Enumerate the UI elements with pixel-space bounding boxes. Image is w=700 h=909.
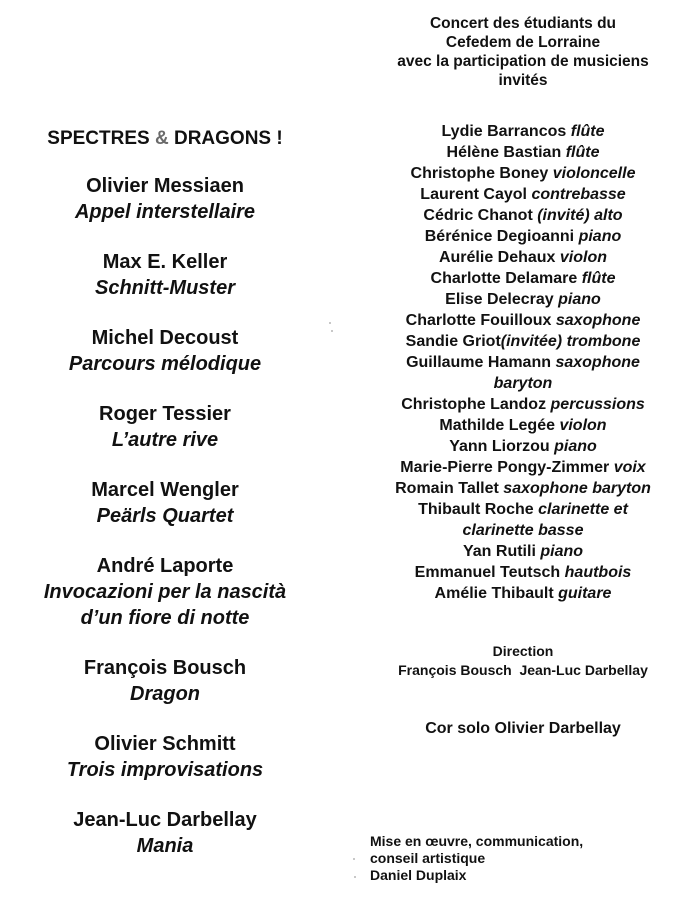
credits-line: Daniel Duplaix xyxy=(370,867,467,883)
performer-name: Hélène Bastian xyxy=(446,144,562,161)
performer-note: (invitée) xyxy=(500,333,563,350)
direction-names: François Bousch Jean-Luc Darbellay xyxy=(398,662,648,678)
scan-speck xyxy=(331,330,333,332)
performer-instrument: trombone xyxy=(566,333,641,350)
performer-name: Cédric Chanot xyxy=(423,207,533,224)
performer-item xyxy=(358,226,688,247)
performer-instrument: piano xyxy=(554,438,597,455)
composer-name: André Laporte xyxy=(96,555,234,577)
performer-name: Charlotte Fouilloux xyxy=(405,312,552,329)
program-list xyxy=(10,128,320,883)
performer-name: Romain Tallet xyxy=(395,480,499,497)
performer-instrument: piano xyxy=(578,228,622,245)
performer-item xyxy=(358,352,688,373)
performer-item xyxy=(358,205,688,226)
performer-instrument: violon xyxy=(559,249,608,266)
composer-name: Roger Tessier xyxy=(99,403,231,425)
work-title: Dragon xyxy=(130,683,200,705)
program-piece xyxy=(10,553,320,631)
composer-name: Olivier Schmitt xyxy=(94,733,236,755)
scan-speck xyxy=(353,858,355,860)
performer-name: Guillaume Hamann xyxy=(406,354,551,371)
scan-speck xyxy=(354,876,356,878)
performer-instrument: clarinette basse xyxy=(462,522,584,539)
performer-name: Elise Delecray xyxy=(445,291,554,308)
work-title: Appel interstellaire xyxy=(74,201,256,223)
performer-item xyxy=(358,163,688,184)
intro-line: invités xyxy=(498,72,548,89)
performer-item xyxy=(358,478,688,499)
performer-instrument: saxophone baryton xyxy=(503,480,651,497)
work-title: d’un fiore di notte xyxy=(80,607,250,629)
program-piece xyxy=(10,807,320,859)
performer-name: Marie-Pierre Pongy-Zimmer xyxy=(400,459,610,476)
performer-instrument: flûte xyxy=(581,270,616,287)
performer-instrument: violoncelle xyxy=(552,165,636,182)
performer-item xyxy=(358,520,688,541)
intro-line: Concert des étudiants du xyxy=(429,15,617,32)
performer-name: Aurélie Dehaux xyxy=(438,249,556,266)
performer-instrument: contrebasse xyxy=(531,186,626,203)
performer-item xyxy=(358,247,688,268)
performer-name: Yan Rutili xyxy=(462,543,536,560)
performer-instrument: voix xyxy=(613,459,646,476)
work-title: Invocazioni per la nascità xyxy=(43,581,287,603)
performer-name: Emmanuel Teutsch xyxy=(414,564,561,581)
performer-instrument: hautbois xyxy=(564,564,632,581)
performer-name: Christophe Landoz xyxy=(401,396,547,413)
program-piece xyxy=(10,401,320,453)
performer-instrument: guitare xyxy=(558,585,612,602)
program-title xyxy=(10,128,320,150)
program-title-part1: SPECTRES xyxy=(47,128,150,149)
credits-line: conseil artistique xyxy=(370,850,486,866)
performer-item xyxy=(358,331,688,352)
performer-item xyxy=(358,289,688,310)
performer-item xyxy=(358,436,688,457)
performer-item xyxy=(358,457,688,478)
performer-item xyxy=(358,583,688,604)
intro-line: Cefedem de Lorraine xyxy=(445,34,601,51)
work-title: L’autre rive xyxy=(111,429,219,451)
performer-name: Sandie Griot xyxy=(405,333,501,350)
performer-instrument: piano xyxy=(558,291,601,308)
performer-instrument: percussions xyxy=(550,396,645,413)
program-piece xyxy=(10,477,320,529)
performer-name: Thibault Roche xyxy=(418,501,534,518)
program-piece xyxy=(10,731,320,783)
composer-name: François Bousch xyxy=(83,657,247,679)
performer-instrument: piano xyxy=(540,543,584,560)
performer-list xyxy=(358,121,688,604)
cor-solo: Cor solo Olivier Darbellay xyxy=(425,720,621,737)
work-title: Trois improvisations xyxy=(66,759,264,781)
work-title: Parcours mélodique xyxy=(68,353,262,375)
performer-item xyxy=(358,268,688,289)
performer-name: Christophe Boney xyxy=(410,165,549,182)
scan-speck xyxy=(329,322,331,324)
performer-name: Lydie Barrancos xyxy=(441,123,567,140)
performer-instrument: alto xyxy=(594,207,623,224)
performer-item xyxy=(358,310,688,331)
direction-heading: Direction xyxy=(492,643,554,659)
work-title: Mania xyxy=(136,835,194,857)
performer-item xyxy=(358,184,688,205)
performer-item xyxy=(358,121,688,142)
performer-item xyxy=(358,394,688,415)
performer-item xyxy=(358,373,688,394)
direction-block xyxy=(358,642,688,680)
concert-intro xyxy=(358,14,688,90)
performer-item xyxy=(358,499,688,520)
performer-name: Charlotte Delamare xyxy=(430,270,578,287)
program-piece xyxy=(10,325,320,377)
performer-item xyxy=(358,415,688,436)
performer-name: Laurent Cayol xyxy=(420,186,527,203)
performer-name: Amélie Thibault xyxy=(434,585,554,602)
performer-instrument: baryton xyxy=(493,375,553,392)
performer-instrument: flûte xyxy=(570,123,605,140)
performer-name: Yann Liorzou xyxy=(449,438,550,455)
program-title-part2: DRAGONS ! xyxy=(173,128,283,149)
performer-item xyxy=(358,541,688,562)
composer-name: Jean-Luc Darbellay xyxy=(73,809,257,831)
performer-name: Mathilde Legée xyxy=(439,417,555,434)
work-title: Peärls Quartet xyxy=(96,505,234,527)
credits-block xyxy=(370,833,583,884)
composer-name: Marcel Wengler xyxy=(91,479,239,501)
composer-name: Olivier Messiaen xyxy=(86,175,244,197)
program-piece xyxy=(10,249,320,301)
performer-instrument: clarinette et xyxy=(538,501,628,518)
intro-line: avec la participation de musiciens xyxy=(397,53,649,70)
program-piece xyxy=(10,173,320,225)
performer-item xyxy=(358,562,688,583)
work-title: Schnitt-Muster xyxy=(95,277,235,299)
composer-name: Max E. Keller xyxy=(102,251,228,273)
program-piece xyxy=(10,655,320,707)
composer-name: Michel Decoust xyxy=(91,327,239,349)
performer-name: Bérénice Degioanni xyxy=(424,228,575,245)
performer-instrument: saxophone xyxy=(555,312,641,329)
performer-item xyxy=(358,142,688,163)
performer-instrument: violon xyxy=(559,417,607,434)
performer-instrument: saxophone xyxy=(555,354,640,371)
credits-line: Mise en œuvre, communication, xyxy=(370,833,584,849)
performer-note: (invité) xyxy=(537,207,590,224)
program-title-ampersand: & xyxy=(154,128,169,149)
performer-instrument: flûte xyxy=(565,144,600,161)
